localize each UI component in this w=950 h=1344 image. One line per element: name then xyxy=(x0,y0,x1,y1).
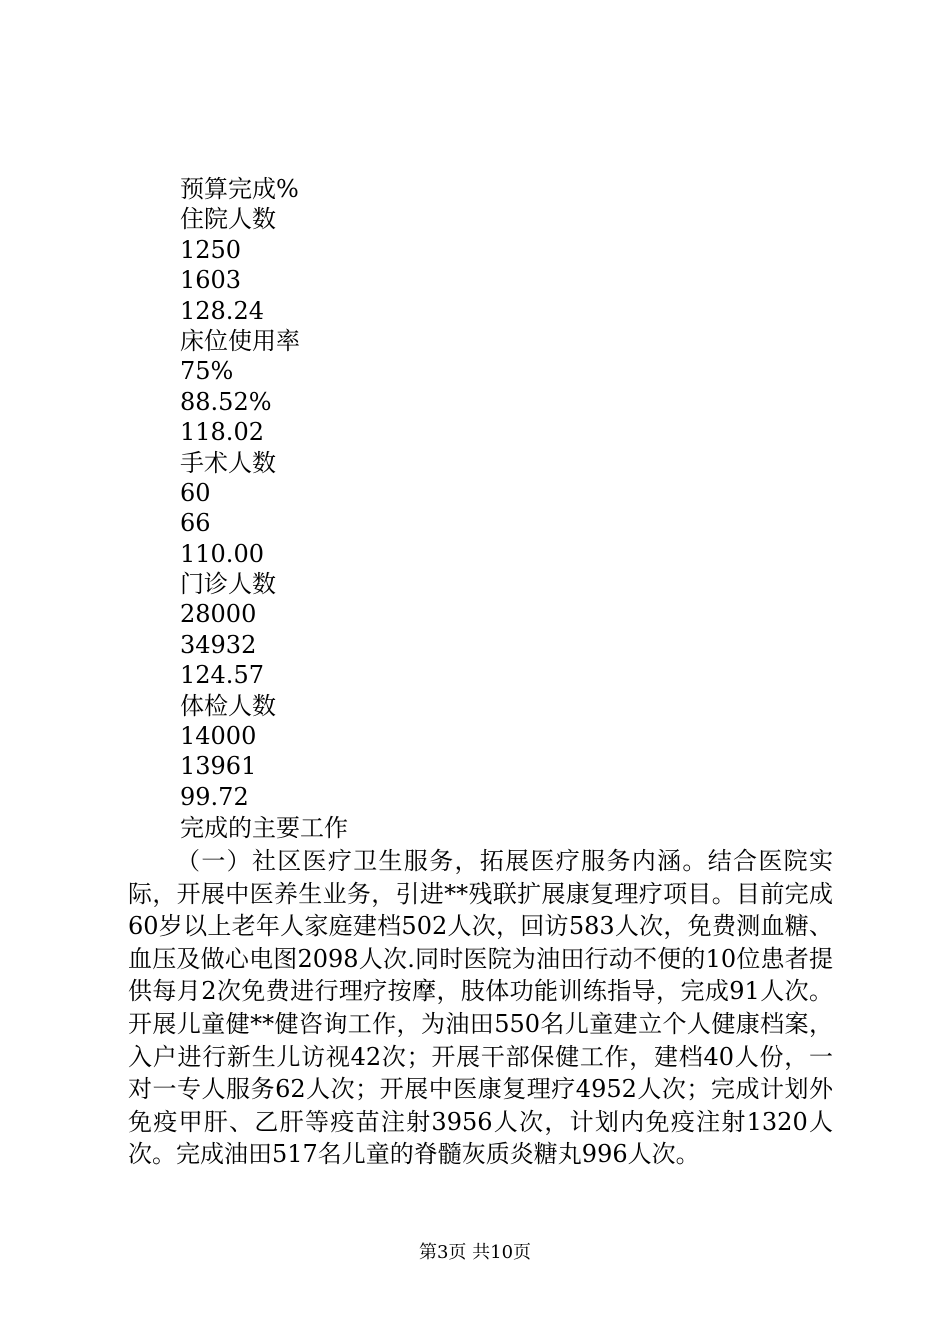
list-item: 1603 xyxy=(180,266,242,295)
list-item: 60 xyxy=(180,478,211,507)
list-item: 门诊人数 xyxy=(180,570,276,599)
list-item: 99.72 xyxy=(180,782,249,811)
list-item: 75% xyxy=(180,357,234,386)
body-paragraph: （一）社区医疗卫生服务，拓展医疗服务内涵。结合医院实际，开展中医养生业务，引进**残联扩展康复理疗项目。目前完成60岁以上老年人家庭建档502人次，回访583人次，免费测血糖、血压及做心电图2098人次.同时医院为油田行动不便的10位患者提供每月2次免费进行理疗按摩，肢体功能训练指导，完成91人次。开展儿童健**健咨询工作，为油田550名儿童建立个人健康档案，入户进行新生儿访视42次；开展干部保健工作，建档40人份，一对一专人服务62人次；开展中医康复理疗4952人次；完成计划外免疫甲肝、乙肝等疫苗注射3956人次，计划内免疫注射1320人次。完成油田517名儿童的脊髓灰质炎糖丸996人次。 xyxy=(128,847,833,1169)
list-item: 28000 xyxy=(180,600,257,629)
page-number-footer: 第3页 共10页 xyxy=(418,1242,532,1263)
list-item: 手术人数 xyxy=(180,448,276,477)
list-item: 14000 xyxy=(180,722,257,751)
list-item: 13961 xyxy=(180,752,257,781)
list-item: 118.02 xyxy=(180,418,264,447)
list-item: 88.52% xyxy=(180,387,272,416)
list-item: 床位使用率 xyxy=(180,326,300,355)
list-item: 128.24 xyxy=(180,296,264,325)
table-data-list xyxy=(180,174,300,812)
list-item: 体检人数 xyxy=(180,691,276,720)
list-item: 66 xyxy=(180,509,211,538)
list-item: 住院人数 xyxy=(180,205,276,234)
list-item: 1250 xyxy=(180,235,242,264)
section-heading: 完成的主要工作 xyxy=(180,814,348,842)
list-item: 34932 xyxy=(180,630,257,659)
list-item: 预算完成% xyxy=(180,175,299,203)
list-item: 124.57 xyxy=(180,661,264,690)
list-item: 110.00 xyxy=(180,539,264,568)
